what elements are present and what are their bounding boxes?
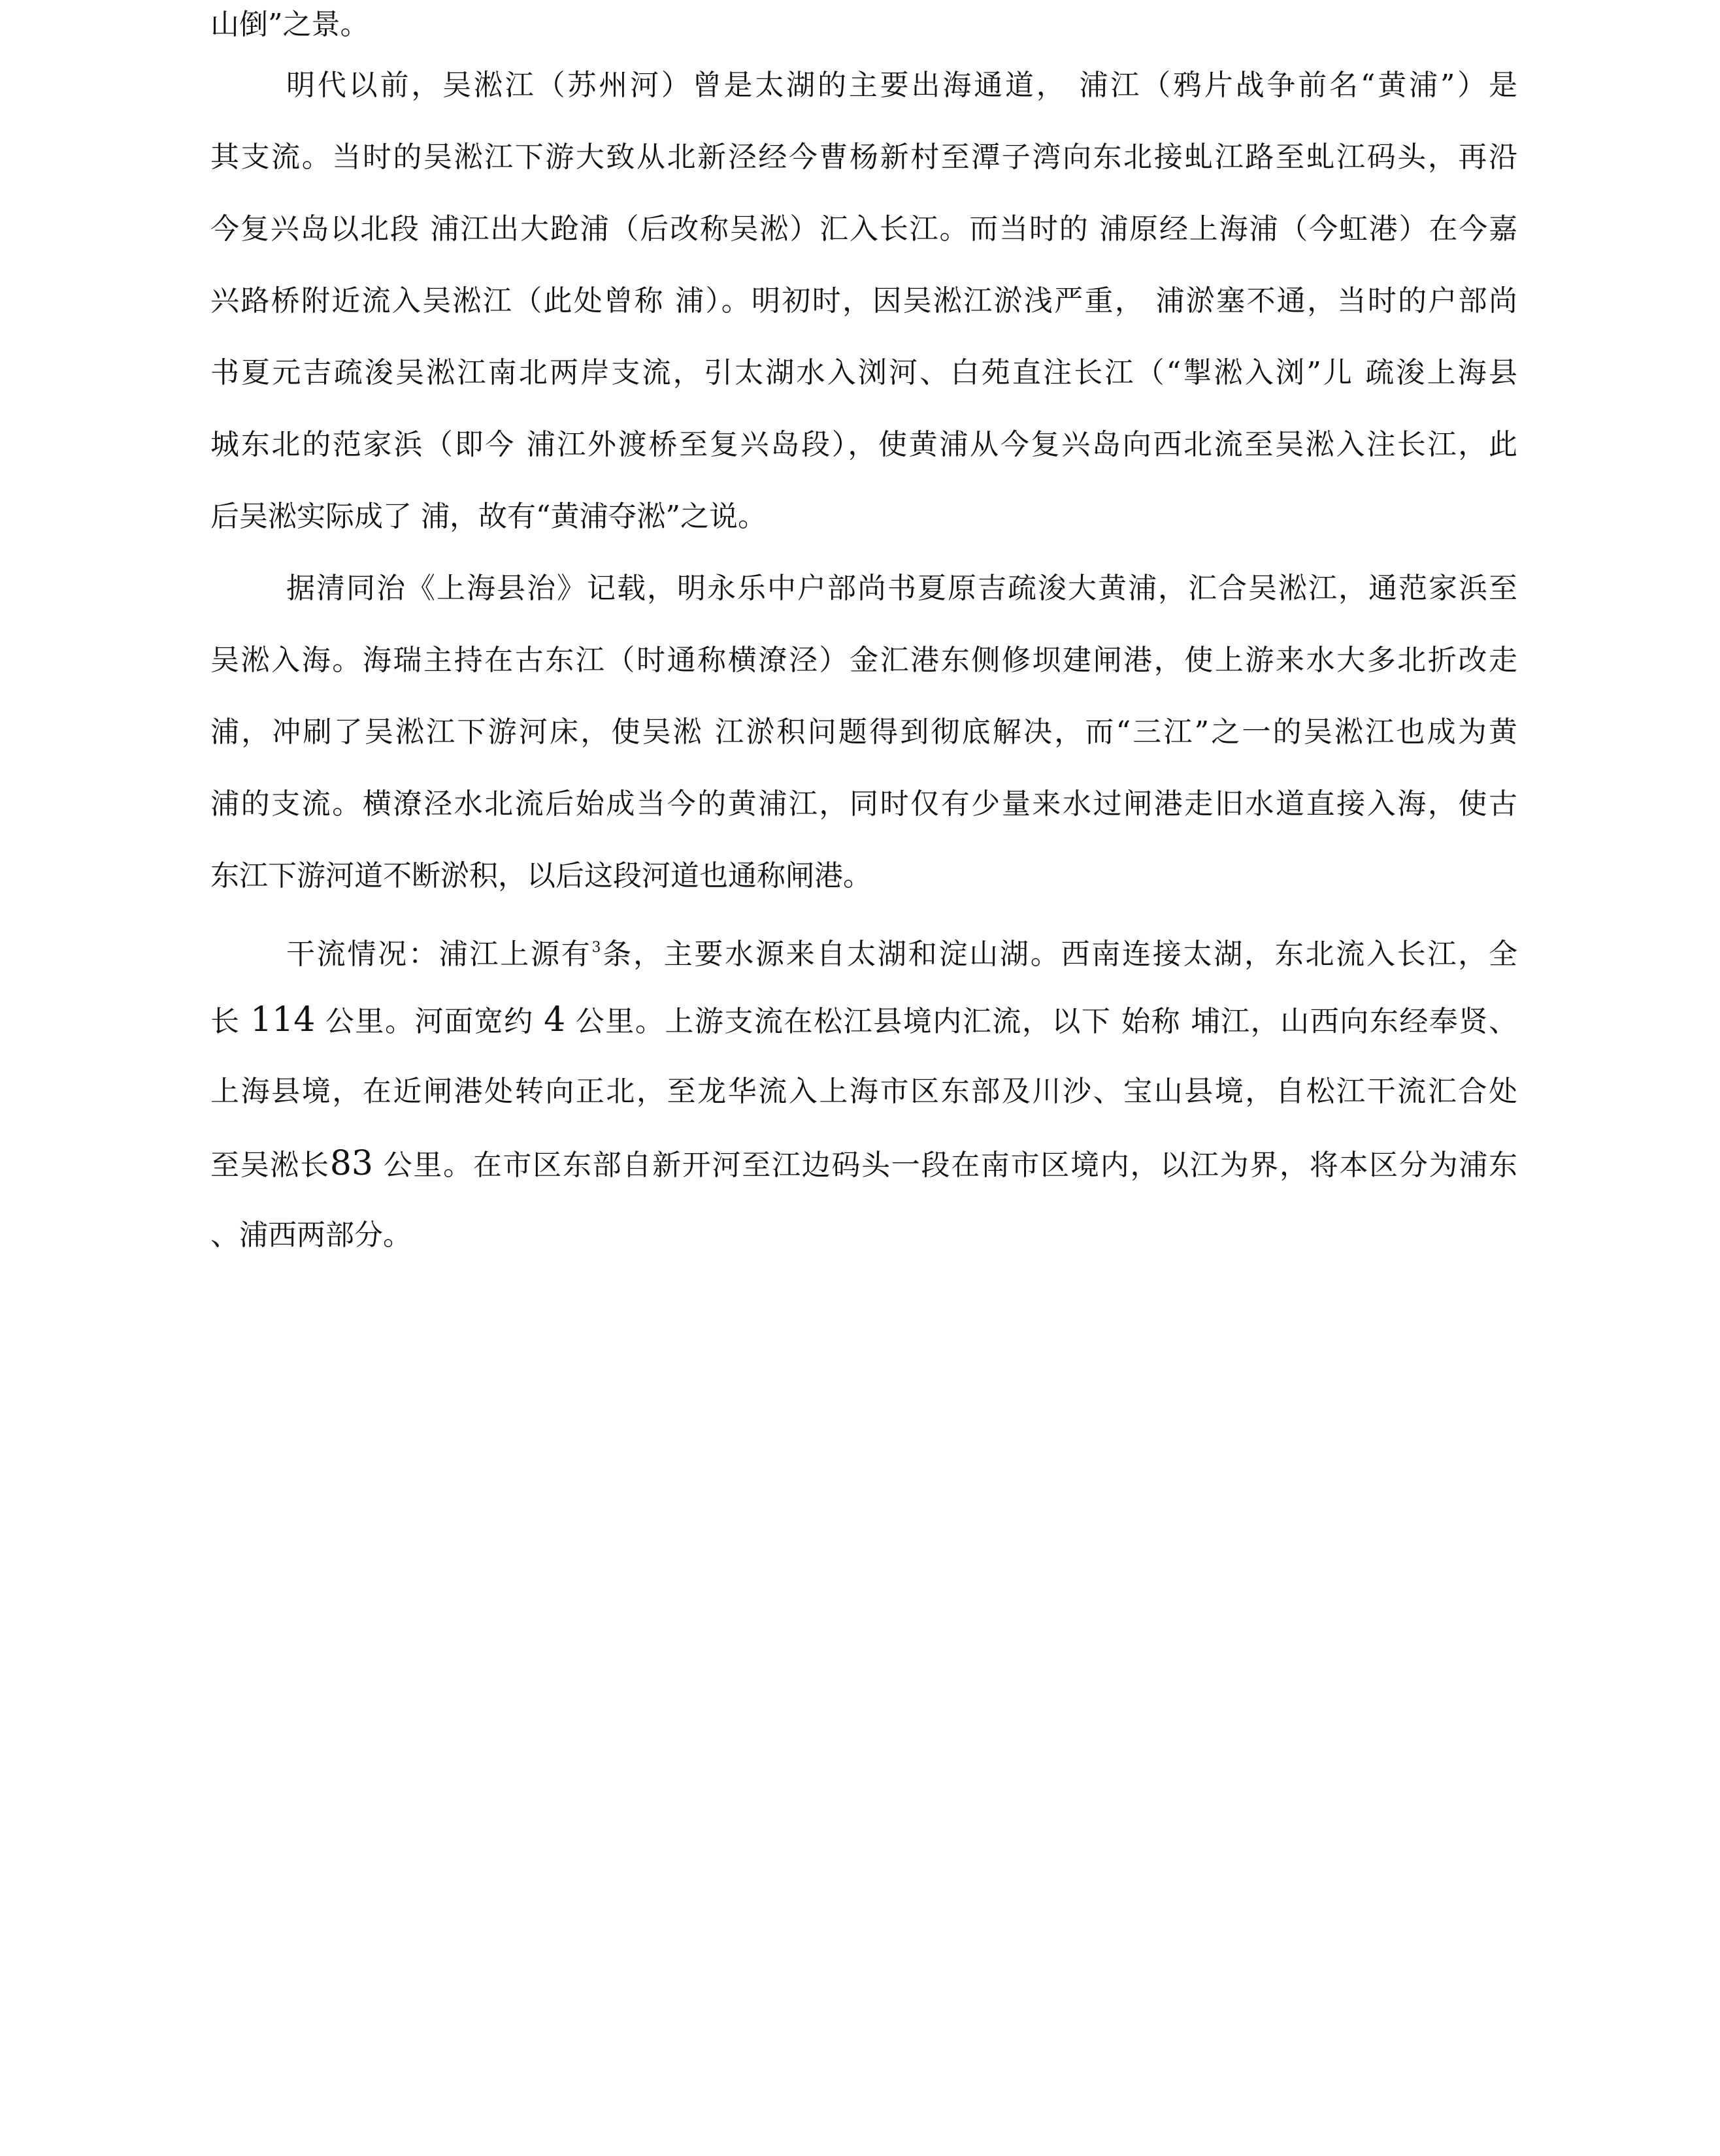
text-line: 城东北的范家浜（即今 浦江外渡桥至复兴岛段），使黄浦从今复兴岛向西北流至吴淞入注长江，此 [210,428,1517,461]
number-run: 83 [329,1144,374,1183]
text-run: 条，主要水源来自太湖和淀山湖。西南连接太湖，东北流入长江，全 [601,938,1517,971]
paragraph-first-line [210,912,1517,984]
text-run: 长 [210,1005,240,1038]
text-line: 其支流。当时的吴淞江下游大致从北新泾经今曹杨新村至潭子湾向东北接虬江路至虬江码头，再沿 [210,140,1517,174]
text-line: 山倒”之景。 [210,8,369,41]
text-line: 兴路桥附近流入吴淞江（此处曾称 浦）。明初时，因吴淞江淤浅严重， 浦淤塞不通，当时的户部尚 [210,284,1517,318]
text-line: 后吴淞实际成了 浦，故有“黄浦夺淞”之说。 [210,500,767,533]
text-line: 今复兴岛以北段 浦江出大跄浦（后改称吴淞）汇入长江。而当时的 浦原经上海浦（今虹港）在今嘉 [210,212,1517,246]
paragraph-first-line: 据清同治《上海县治》记载，明永乐中户部尚书夏原吉疏浚大黄浦，汇合吴淞江，通范家浜至 [286,572,1517,605]
text-line: 浦，冲刷了吴淞江下游河床，使吴淞 江淤积问题得到彻底解决，而“三江”之一的吴淞江也成为黄 [210,715,1517,749]
text-run: 干流情况：浦江上源有 [286,938,592,971]
paragraph-first-line: 明代以前，吴淞江（苏州河）曾是太湖的主要出海通道， 浦江（鸦片战争前名“黄浦”）是 [286,69,1517,102]
text-line: 东江下游河道不断淤积，以后这段河道也通称闸港。 [210,859,872,892]
text-line [210,1128,1517,1200]
text-line: 吴淞入海。海瑞主持在古东江（时通称横潦泾）金汇港东侧修坝建闸港，使上游来水大多北折改走 [210,644,1517,677]
document-body [210,0,1517,1271]
text-run: 公里。在市区东部自新开河至江边码头一段在南市区境内，以江为界，将本区分为浦东 [383,1149,1517,1182]
number-run: 114 [250,1000,316,1039]
superscript-number: 3 [591,939,601,956]
text-line [210,984,1517,1056]
text-line: 书夏元吉疏浚吴淞江南北两岸支流，引太湖水入浏河、白苑直注长江（“掣淞入浏”儿 疏浚上海县 [210,356,1517,389]
text-run: 至吴淞长 [210,1149,330,1182]
text-line: 浦的支流。横潦泾水北流后始成当今的黄浦江，同时仅有少量来水过闸港走旧水道直接入海，使古 [210,787,1517,821]
text-run: 公里。河面宽约 [325,1005,534,1038]
text-run: 公里。上游支流在松江县境内汇流，以下 始称 埔江，山西向东经奉贤、 [575,1005,1517,1038]
text-line: 上海县境，在近闸港处转向正北，至龙华流入上海市区东部及川沙、宝山县境，自松江干流汇合处 [210,1075,1517,1108]
text-line: 、浦西两部分。 [210,1218,412,1252]
number-run: 4 [544,1000,566,1039]
